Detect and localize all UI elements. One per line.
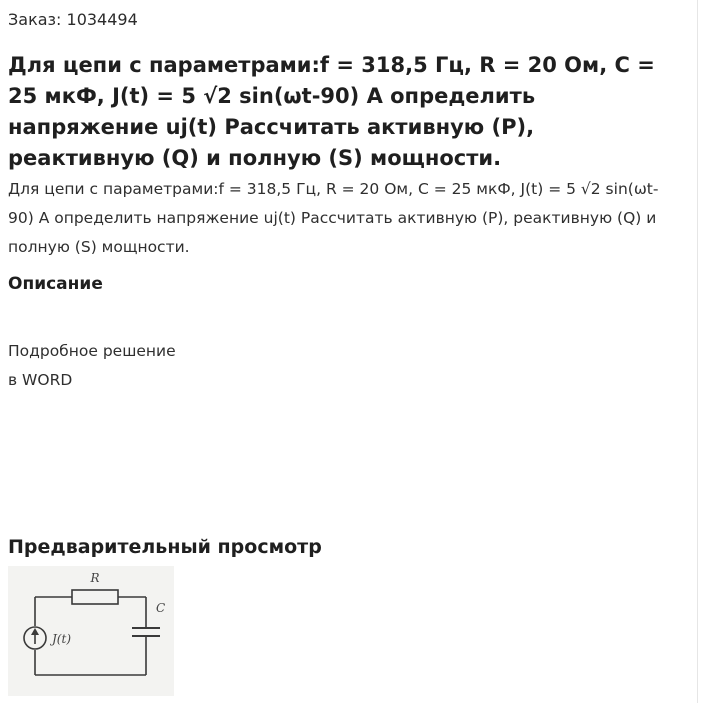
description-heading: Описание (8, 274, 103, 294)
description-line: в WORD (8, 371, 73, 389)
description-text (8, 337, 176, 395)
description-line: Подробное решение (8, 342, 176, 360)
arrow-head-icon (31, 628, 39, 635)
preview-image[interactable] (8, 566, 174, 696)
source-label: J(t) (52, 632, 71, 646)
order-number: Заказ: 1034494 (8, 10, 138, 29)
capacitor-label: C (156, 601, 166, 615)
page-title: Для цепи с параметрами:f = 318,5 Гц, R = 20 Ом, C = 25 мкФ, J(t) = 5 √2 sin(ωt-90) А определить напряжение uj(t) Рассчитать активную (P), реактивную (Q) и полную (S) мощности. (8, 53, 655, 170)
circuit-diagram (8, 566, 174, 696)
resistor-label: R (90, 571, 100, 585)
task-text: Для цепи с параметрами:f = 318,5 Гц, R = 20 Ом, C = 25 мкФ, J(t) = 5 √2 sin(ωt-90) А определить напряжение uj(t) Рассчитать активную (P), реактивную (Q) и полную (S) мощности. (8, 180, 659, 256)
resistor-symbol (72, 590, 118, 604)
preview-heading: Предварительный просмотр (8, 536, 322, 558)
